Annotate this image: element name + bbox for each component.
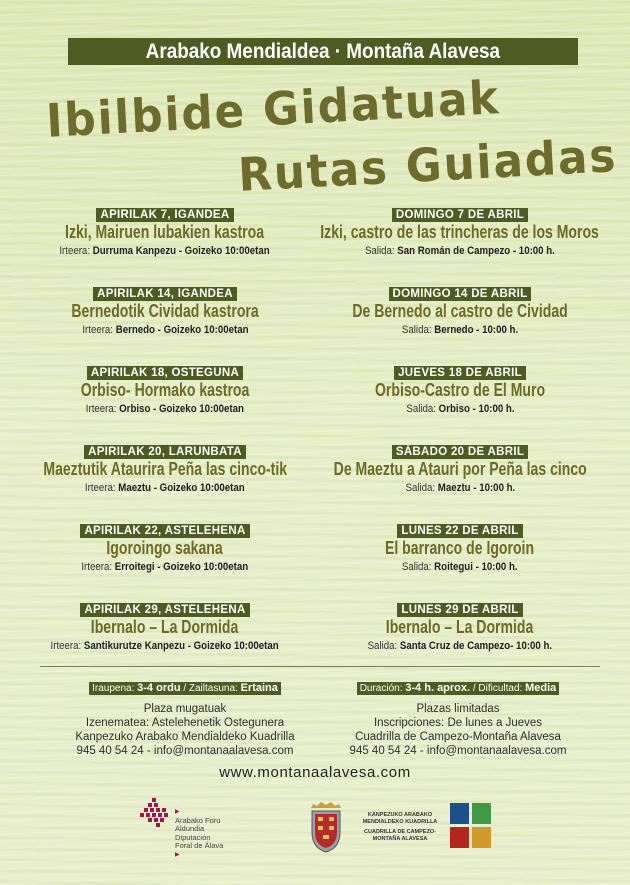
departure-detail: Durruma Kanpezu - Goizeko 10:00etan — [93, 245, 271, 257]
event-departure — [280, 324, 630, 336]
title-spanish-text: Rutas Guiadas — [236, 128, 619, 202]
difficulty-value: Ertaina — [240, 682, 278, 694]
event-title — [280, 301, 630, 322]
event-date — [300, 284, 620, 302]
event-title-text: De Maeztu a Atauri por Peña las cinco — [333, 459, 587, 479]
departure-detail: Bernedo - Goizeko 10:00etan — [115, 324, 249, 336]
event-title-text: De Bernedo al castro de Cividad — [352, 301, 568, 321]
registration: Inscripciones: De lunes a Jueves — [373, 717, 543, 729]
departure-label: Salida: — [401, 324, 432, 336]
event-date-text: APIRILAK 22, ASTELEHENA — [80, 524, 249, 538]
organizer: Cuadrilla de Campezo-Montaña Alavesa — [355, 731, 561, 743]
event-item — [300, 205, 620, 284]
event-date-text: APIRILAK 20, LARUNBATA — [84, 445, 246, 459]
event-date-text: JUEVES 18 DE ABRIL — [394, 366, 526, 380]
event-date-text: LUNES 22 DE ABRIL — [397, 524, 522, 538]
event-title — [280, 222, 630, 243]
footer-basque — [35, 678, 335, 758]
limited-places: Plazas limitadas — [416, 703, 500, 715]
event-item — [300, 284, 620, 363]
event-title — [280, 380, 630, 401]
montana-alavesa-logo — [450, 803, 492, 849]
event-date — [300, 521, 620, 539]
event-date-text: APIRILAK 14, IGANDEA — [93, 287, 237, 301]
event-title-text: Orbiso- Hormako kastroa — [80, 380, 250, 400]
kuadrilla-basque: KANPEZUKO ARABAKO MENDIALDEKO KUADRILLA — [362, 812, 438, 825]
event-item — [5, 284, 325, 363]
banner-text: Arabako Mendialdea · Montaña Alavesa — [145, 40, 501, 63]
event-departure — [280, 245, 630, 257]
departure-detail: Maeztu - 10:00 h. — [437, 482, 515, 494]
departure-label: Irteera: — [50, 640, 82, 652]
duration-difficulty-badge — [89, 682, 281, 695]
figure-tile-icon — [450, 827, 469, 848]
afa-line: Arabako Foru — [175, 815, 221, 825]
website-link[interactable]: www.montanaalavesa.com — [219, 764, 411, 781]
event-title-text: Bernedotik Cividad kastrora — [71, 301, 259, 321]
event-item — [5, 521, 325, 600]
departure-label: Irteera: — [81, 324, 113, 336]
event-title-text: Maeztutik Ataurira Peña las cinco-tik — [43, 459, 287, 479]
event-date-text: LUNES 29 DE ABRIL — [397, 603, 522, 617]
title-basque — [34, 70, 512, 148]
difficulty-value: Media — [525, 682, 557, 694]
event-departure — [280, 561, 630, 573]
tools-tile-icon — [472, 827, 491, 848]
duration-value: 3-4 h. aprox. — [405, 682, 471, 694]
event-date — [5, 600, 325, 618]
departure-label: Irteera: — [59, 245, 91, 257]
departure-detail: Santa Cruz de Campezo- 10:00 h. — [400, 640, 553, 652]
event-title — [280, 617, 630, 638]
event-date — [5, 363, 325, 381]
difficulty-label: Zailtasuna: — [188, 683, 238, 694]
departure-label: Salida: — [402, 561, 432, 573]
event-departure — [280, 403, 630, 415]
departure-detail: Orbiso - Goizeko 10:00etan — [119, 403, 245, 415]
event-title-text: Izki, castro de las trincheras de los Moros — [320, 222, 600, 242]
event-title — [280, 538, 630, 559]
registration: Izenematea: Astelehenetik Ostegunera — [85, 717, 285, 729]
event-date-text: APIRILAK 18, OSTEGUNA — [87, 366, 243, 380]
event-date-text: DOMINGO 7 DE ABRIL — [392, 208, 528, 222]
afa-text: ▶ Arabako Foru Aldundia Diputación Foral de Álava ▶ — [175, 809, 224, 858]
duration-value: 3-4 ordu — [137, 682, 181, 694]
contact[interactable]: 945 40 54 24 - info@montanaalavesa.com — [349, 745, 567, 757]
footer-spanish — [308, 678, 608, 758]
afa-line: Foral de Álava — [175, 841, 224, 850]
difficulty-label: Dificultad: — [478, 683, 523, 694]
event-date — [300, 600, 620, 618]
departure-detail: Orbiso - 10:00 h. — [438, 403, 515, 415]
afa-mosaic-icon — [140, 798, 172, 828]
kuadrilla-spanish: CUADRILLA DE CAMPEZO-MONTAÑA ALAVESA — [364, 829, 436, 842]
event-item — [5, 205, 325, 284]
contact[interactable]: 945 40 54 24 - info@montanaalavesa.com — [76, 745, 294, 757]
departure-detail: Bernedo - 10:00 h. — [434, 324, 519, 336]
event-item — [300, 521, 620, 600]
event-departure — [280, 640, 630, 652]
duration-label: Duración: — [359, 683, 403, 694]
departure-label: Irteera: — [85, 482, 116, 494]
departure-detail: San Román de Campezo - 10:00 h. — [397, 245, 555, 257]
event-date — [300, 205, 620, 223]
departure-label: Salida: — [405, 403, 436, 415]
event-item — [5, 600, 325, 679]
limited-places: Plaza mugatuak — [143, 703, 227, 715]
separator: / — [183, 683, 187, 694]
title-spanish — [228, 128, 627, 202]
title-basque-text: Ibilbide Gidatuak — [44, 70, 502, 148]
separator: / — [472, 683, 476, 694]
event-title-text: Izki, Mairuen lubakien kastroa — [65, 222, 265, 242]
event-date — [5, 284, 325, 302]
event-title-text: Ibernalo – La Dormida — [386, 617, 534, 637]
event-date — [5, 442, 325, 460]
event-title-text: Ibernalo – La Dormida — [91, 617, 239, 637]
duration-label: Iraupena: — [92, 683, 135, 694]
departure-label: Salida: — [367, 640, 398, 652]
event-date-text: APIRILAK 7, IGANDEA — [96, 208, 233, 222]
divider — [40, 666, 600, 667]
event-item — [5, 442, 325, 521]
event-item — [300, 363, 620, 442]
organizer: Kanpezuko Arabako Mendialdeko Kuadrilla — [75, 731, 295, 743]
event-date — [5, 521, 325, 539]
mountain-tile-icon — [450, 803, 469, 824]
departure-detail: Erroitegi - Goizeko 10:00etan — [114, 561, 249, 573]
event-item — [5, 363, 325, 442]
region-banner — [68, 38, 578, 65]
departure-label: Irteera: — [85, 403, 117, 415]
event-item — [300, 600, 620, 679]
departure-label: Irteera: — [81, 561, 113, 573]
departure-label: Salida: — [405, 482, 435, 494]
event-title-text: El barranco de Igoroin — [385, 538, 535, 558]
diputacion-foral-alava-logo — [140, 798, 260, 858]
event-date — [5, 205, 325, 223]
event-date — [300, 363, 620, 381]
departure-detail: Santikurutze Kanpezu - Goizeko 10:00etan — [84, 640, 280, 652]
departure-detail: Maeztu - Goizeko 10:00etan — [118, 482, 245, 494]
departure-label: Salida: — [365, 245, 395, 257]
kuadrilla-logo-text — [355, 812, 445, 843]
duration-difficulty-badge — [357, 682, 560, 695]
event-date-text: APIRILAK 29, ASTELEHENA — [80, 603, 249, 617]
event-item — [300, 442, 620, 521]
event-date-text: DOMINGO 14 DE ABRIL — [389, 287, 532, 301]
coat-of-arms-icon — [305, 802, 347, 854]
event-title-text: Igoroingo sakana — [106, 538, 224, 558]
departure-detail: Roitegui - 10:00 h. — [434, 561, 518, 573]
afa-line: Diputación — [175, 832, 211, 842]
event-title — [280, 459, 630, 480]
event-date-text: SÁBADO 20 DE ABRIL — [392, 445, 528, 459]
event-date — [300, 442, 620, 460]
event-title-text: Orbiso-Castro de El Muro — [374, 380, 546, 400]
forest-tile-icon — [472, 803, 491, 824]
afa-line: Aldundia — [175, 824, 205, 833]
event-departure — [280, 482, 630, 494]
